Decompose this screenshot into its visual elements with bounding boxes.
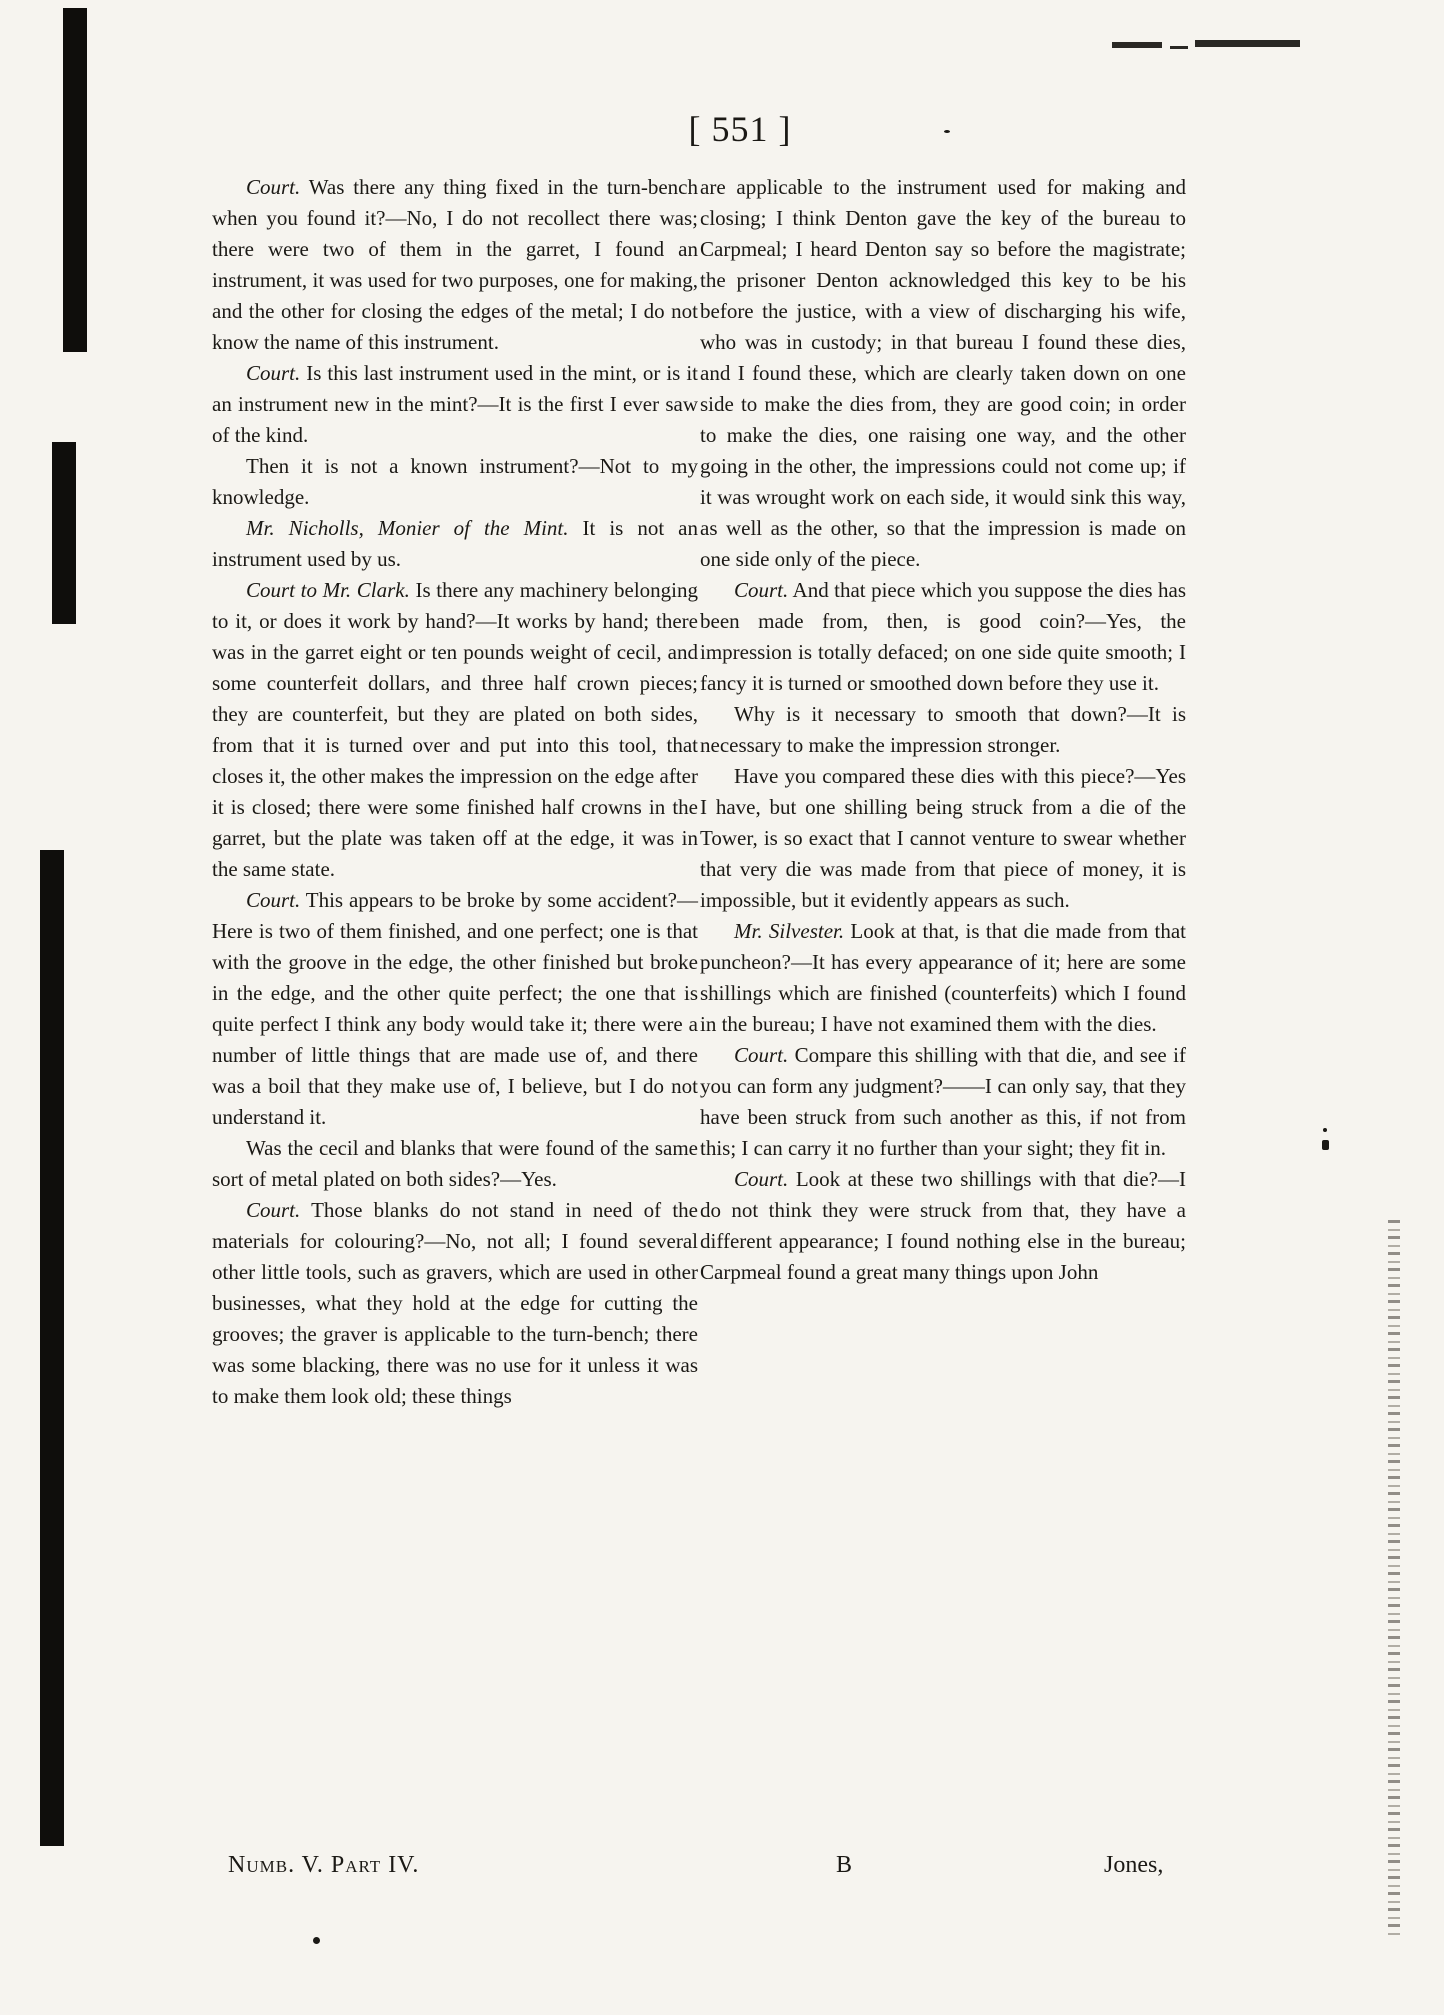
paragraph bbox=[212, 172, 698, 358]
scan-edge-bar bbox=[52, 442, 76, 624]
paragraph bbox=[700, 1040, 1186, 1164]
paragraph-text: This appears to be broke by some accident?—Here is two of them finished, and one perfect; one is that with the groove in the edge, the other finished but broke in the edge, and the other quite perfect; the one that is quite perfect I think any body would take it; there were a number of little things that are made use of, and there was a boil that they make use of, I believe, but I do not understand it. bbox=[212, 888, 698, 1129]
scan-mark bbox=[1195, 40, 1300, 47]
paragraph bbox=[700, 1164, 1186, 1288]
right-column bbox=[700, 172, 1186, 1288]
ink-speck bbox=[944, 130, 950, 133]
paragraph bbox=[700, 699, 1186, 761]
paragraph bbox=[212, 1133, 698, 1195]
paragraph-text: Is this last instrument used in the mint, or is it an instrument new in the mint?—It is the first I ever saw of the kind. bbox=[212, 361, 698, 447]
speaker-label: Court. bbox=[734, 1167, 789, 1191]
catchword: Jones, bbox=[1104, 1852, 1164, 1878]
speaker-label: Mr. Nicholls, Monier of the Mint. bbox=[246, 516, 569, 540]
paragraph bbox=[700, 575, 1186, 699]
paragraph bbox=[212, 513, 698, 575]
paragraph-text: Why is it necessary to smooth that down?—It is necessary to make the impression stronger. bbox=[700, 702, 1186, 757]
scan-edge-noise bbox=[1388, 1220, 1400, 1940]
paragraph bbox=[212, 575, 698, 885]
paragraph-text: Compare this shilling with that die, and see if you can form any judgment?——I can only say, that they have been struck from such another as this, if not from this; I can carry it no further than your sight; they fit in. bbox=[700, 1043, 1186, 1160]
scan-edge-bar bbox=[63, 8, 87, 352]
paragraph bbox=[212, 885, 698, 1133]
paragraph bbox=[700, 172, 1186, 575]
speaker-label: Court. bbox=[246, 361, 301, 385]
paragraph bbox=[700, 916, 1186, 1040]
paragraph-text: are applicable to the instrument used for making and closing; I think Denton gave the key of the bureau to Carpmeal; I heard Denton say so before the magistrate; the prisoner Denton acknowledged this key to be his before the justice, with a view of discharging his wife, who was in custody; in that bureau I found these dies, and I found these, which are clearly taken down on one side to make the dies from, they are good coin; in order to make the dies, one raising one way, and the other going in the other, the impressions could not come up; if it was wrought work on each side, it would sink this way, as well as the other, so that the impression is made on one side only of the piece. bbox=[700, 175, 1186, 571]
signature-mark: B bbox=[836, 1852, 853, 1878]
paragraph-text: Have you compared these dies with this piece?—Yes I have, but one shilling being struck from a die of the Tower, is so exact that I cannot venture to swear whether that very die was made from that piece of money, it is impossible, but it evidently appears as such. bbox=[700, 764, 1186, 912]
paragraph-text: Look at that, is that die made from that puncheon?—It has every appearance of it; here are some shillings which are finished (counterfeits) which I found in the bureau; I have not examined them with the dies. bbox=[700, 919, 1186, 1036]
paragraph-text: And that piece which you suppose the dies has been made from, then, is good coin?—Yes, the impression is totally defaced; on one side quite smooth; I fancy it is turned or smoothed down before they use it. bbox=[700, 578, 1186, 695]
ink-speck bbox=[1323, 1128, 1327, 1132]
footer-part-label: Numb. V. Part IV. bbox=[228, 1852, 420, 1878]
paragraph bbox=[700, 761, 1186, 916]
speaker-label: Court. bbox=[246, 1198, 301, 1222]
paragraph-text: Then it is not a known instrument?—Not to my knowledge. bbox=[212, 454, 698, 509]
scan-edge-bar bbox=[40, 850, 64, 1846]
paragraph-text: Those blanks do not stand in need of the materials for colouring?—No, not all; I found several other little tools, such as gravers, which are used in other businesses, what they hold at the edge for cutting the grooves; the graver is applicable to the turn-bench; there was some blacking, there was no use for it unless it was to make them look old; these things bbox=[212, 1198, 698, 1408]
paragraph bbox=[212, 358, 698, 451]
speaker-label: Court. bbox=[734, 1043, 789, 1067]
paragraph-text: Look at these two shillings with that die?—I do not think they were struck from that, they have a different appearance; I found nothing else in the bureau; Carpmeal found a great many things upon John bbox=[700, 1167, 1186, 1284]
paragraph-text: It is not an instrument used by us. bbox=[212, 516, 698, 571]
ink-speck bbox=[313, 1937, 320, 1944]
speaker-label: Court. bbox=[246, 175, 301, 199]
speaker-label: Court. bbox=[734, 578, 789, 602]
speaker-label: Mr. Silvester. bbox=[734, 919, 845, 943]
scan-mark bbox=[1112, 42, 1162, 48]
paragraph bbox=[212, 451, 698, 513]
paragraph-text: Is there any machinery belonging to it, or does it work by hand?—It works by hand; there was in the garret eight or ten pounds weight of cecil, and some counterfeit dollars, and three half crown pieces; they are counterfeit, but they are plated on both sides, from that it is turned over and put into this tool, that closes it, the other makes the impression on the edge after it is closed; there were some finished half crowns in the garret, but the plate was taken off at the edge, it was in the same state. bbox=[212, 578, 698, 881]
ink-speck bbox=[1322, 1140, 1329, 1150]
page-number: [ 551 ] bbox=[688, 109, 792, 149]
speaker-label: Court to Mr. Clark. bbox=[246, 578, 410, 602]
left-column bbox=[212, 172, 698, 1412]
speaker-label: Court. bbox=[246, 888, 301, 912]
paragraph-text: Was there any thing fixed in the turn-bench when you found it?—No, I do not recollect there was; there were two of them in the garret, I found an instrument, it was used for two purposes, one for making, and the other for closing the edges of the metal; I do not know the name of this instrument. bbox=[212, 175, 698, 354]
paragraph-text: Was the cecil and blanks that were found of the same sort of metal plated on both sides?—Yes. bbox=[212, 1136, 698, 1191]
scan-mark bbox=[1170, 46, 1188, 49]
paragraph bbox=[212, 1195, 698, 1412]
